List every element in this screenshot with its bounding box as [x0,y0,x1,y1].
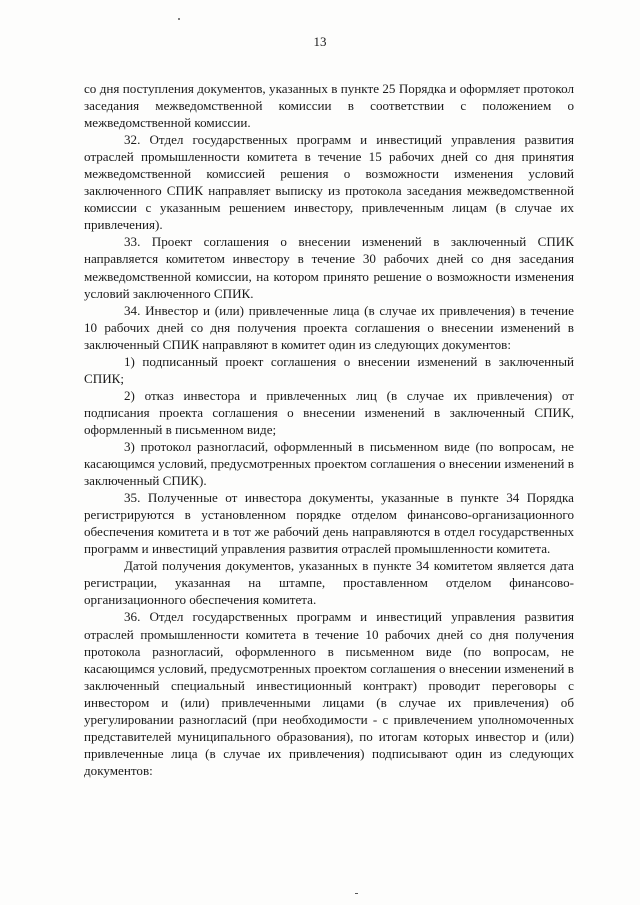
scan-speck [178,18,180,20]
document-body [84,80,574,779]
paragraph-34: 34. Инвестор и (или) привлеченные лица (в случае их привлечения) в течение 10 рабочих дней со дня получения проекта соглашения о внесении изменений в заключенный СПИК направляют в комитет один из следующих документов: [84,302,574,352]
paragraph-33: 33. Проект соглашения о внесении изменений в заключенный СПИК направляется комитетом инвестору в течение 30 рабочих дней со дня заседания межведомственной комиссии, на котором принято решение о возможности изменения условий заключенного СПИК. [84,234,574,301]
paragraph-32: 32. Отдел государственных программ и инвестиций управления развития отраслей промышленности комитета в течение 15 рабочих дней со дня принятия межведомственной комиссией решения о возможности изменения условий заключенного СПИК направляет выписку из протокола заседания межведомственной комиссии с указанным решением инвестору, привлеченным лицам (в случае их привлечения). [84,132,574,233]
paragraph-34-item-2: 2) отказ инвестора и привлеченных лиц (в случае их привлечения) от подписания проекта соглашения о внесении изменений в заключенный СПИК, оформленный в письменном виде; [84,387,574,437]
paragraph-34-item-1: 1) подписанный проект соглашения о внесении изменений в заключенный СПИК; [84,353,574,386]
page-number: 13 [313,34,327,49]
scan-speck [355,893,358,894]
paragraph-34-item-3: 3) протокол разногласий, оформленный в письменном виде (по вопросам, не касающимся условий, предусмотренных проектом соглашения о внесении изменений в заключенный СПИК). [84,438,574,489]
paragraph-35-receipt-date: Датой получения документов, указанных в пункте 34 комитетом является дата регистрации, указанная на штампе, проставленном отделом финансово-организационного обеспечения комитета. [84,558,574,608]
paragraph-35: 35. Полученные от инвестора документы, указанные в пункте 34 Порядка регистрируются в установленном порядке отделом финансово-организационного обеспечения комитета и в тот же рабочий день направляются в отдел государственных программ и инвестиций управления развития отраслей промышленности комитета. [84,490,574,557]
paragraph-36: 36. Отдел государственных программ и инвестиций управления развития отраслей промышленности комитета в течение 10 рабочих дней со дня получения протокола разногласий, оформленного в письменном виде (по вопросам, не касающимся условий, предусмотренных проектом соглашения о внесении изменений в заключенный специальный инвестиционный контракт) проводит переговоры с инвестором и (или) привлеченными лицами (в случае их привлечения) об урегулировании разногласий (при необходимости - с привлечением уполномоченных представителей муниципального образования), по итогам которых инвестор и (или) привлеченные лица (в случае их привлечения) подписывают один из следующих документов: [84,609,574,778]
paragraph-continuation: со дня поступления документов, указанных в пункте 25 Порядка и оформляет протокол заседания межведомственной комиссии в соответствии с положением о межведомственной комиссии. [84,81,574,131]
